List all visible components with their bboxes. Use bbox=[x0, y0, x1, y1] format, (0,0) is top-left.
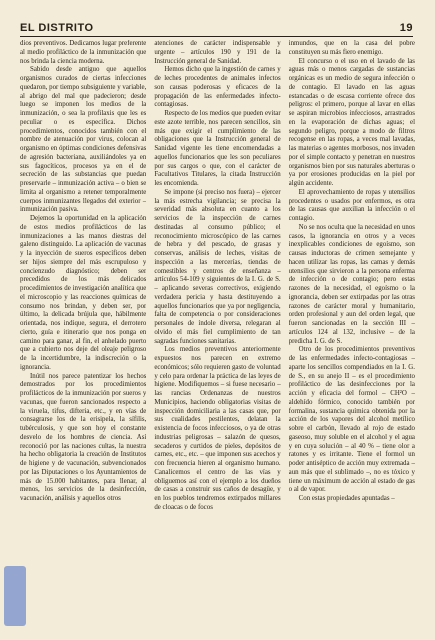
paragraph: inmundos, que en la casa del pobre constituyen su más fiero enemigo. bbox=[288, 40, 415, 56]
paragraph: Con estas propiedades apuntadas – bbox=[298, 495, 395, 502]
paragraph: Los medios preventivos anteriormente expuestos nos parecen en extremo económicos; sólo requieren gasto de voluntad y celo para ordenar la práctica de las leyes de higiene. Modifiquemos – si fuese necesario – las rancias Ordenanzas de nuestros Municipios, haciendo obligatorias visitas de inspección domiciliaria a las casas que, por sus cualidades pestilentes, delatan la existencia de focos infecciosos, o ya de otras industrias peligrosas – salazón de quesos, secaderos y curtidos de pieles, depósitos de carnes, etc., etc. – que imponen sus acechos y con frecuencia hieren al organismo humano. Canalicemos el centro de las vías y obliguemos así con el ejemplo a los dueños de casas a construir sus caños de desagüe, y en los pueblos tendremos extirpados millares de cloacas o de focos bbox=[154, 346, 281, 511]
journal-title: EL DISTRITO bbox=[20, 22, 94, 34]
running-header bbox=[20, 20, 413, 34]
paragraph: El aprovechamiento de ropas y utensilios procedentes o usados por enfermos, es otra de las causas que auxilian la infección o el contagio. bbox=[288, 188, 415, 222]
paragraph: Inútil nos parece patentizar los hechos demostrados por los procedimientos profilácticos de la inmunización por sueros y vacunas, que fueron sancionados respecto a la viruela, tifus, difteria, etc., y en vías de consagrarse los de la erisipela, la sífilis, tubérculosis, y que son hoy el constante desvelo de los hombres de ciencia. Así reconoció por las naciones cultas, la nuestra ha hecho obligatoria la creación de Institutos de higiene y de vacunación, subvencionados por las Diputaciones o los Ayuntamientos de más de 15.000 habitantes, para llenar, al menos, los servicios de la desinfección, vacunación, análisis y aquellos otros bbox=[20, 372, 147, 502]
paragraph: Hemos dicho que la ingestión de carnes y de leches procedentes de animales infectos son causas poderosas y eficaces de la propagación de las enfermedades infecto-contagiosas. bbox=[154, 66, 281, 109]
paragraph: atenciones de carácter indispensable y urgente – artículos 190 y 191 de la Instrucción general de Sanidad. bbox=[154, 40, 281, 65]
paragraph: Otro de los procedimientos preventivos de las enfermedades infecto-contagiosas – aparte los sencillos compendiados en la I. G. de S., en su anejo II – es el procedimiento profiláctico de las desinfecciones por la acción y eficacia del formol – CH²O – aldehído fórmico, conocido también por formalina, sustancia química obtenida por la acción de los vapores del alcohol metílico sobre el carbón, llevado al rojo de estado gaseoso, muy soluble en el alcohol y el agua y en cuya solución – al 40 % – tiene olor a ratones y es irritante. Tiene el formol un poder antiséptico de acción muy extremada – aun más que el sublimado –, no es tóxico y tiene un máximum de acción al estado de gas o al de vapor. bbox=[288, 346, 415, 494]
paragraph: Sabido desde antiguo que aquellos organismos curados de ciertas infecciones quedaron, por tiempo subsiguiente y variable, al abrigo del mal que padecieron; desde luego se imponen los medios de la inmunización, o sea la profilaxis que les es peculiar o es específica. Dichos procedimientos, conocidos también con el nombre de atenuación por virus, colocan al organismo en óptimas condiciones defensivas de agresión bacteriana, auxiliándoles ya en sus fagocíticos, procesos ya en el de secreción de las substancias que puedan preservarle – inmunización activa – o bien se limita al organismo a retener temporalmente cuerpos inmunizantes llegados del exterior – inmunización pasiva. bbox=[20, 66, 147, 214]
paragraph: dios preventivos. Dedicamos lugar preferente al medio profiláctico de la inmunización que nos brinda la ciencia moderna. bbox=[20, 40, 147, 65]
text-columns bbox=[20, 40, 415, 634]
paragraph: Respecto de los medios que pueden evitar este azote terrible, nos parecen sencillos, sin más que exigir el cumplimiento de las obligaciones que la Instrucción general de Sanidad vigente les tiene encomendadas a aquellos funcionarios que les son peculiares por sus cargos o que, con el carácter de Facultativos Titulares, la citada Instrucción les encomienda. bbox=[154, 110, 281, 187]
paragraph: No se nos oculta que la necesidad en unos casos, la ignorancia en otros y a veces inexplicables condiciones de egoísmo, son causas inductoras de crimen semejante y hacen utilizar las ropas, las camas y demás utensilios que sirvieron a la persona enferma de infección o de contagio; pero estas razones de la necesidad, el egoísmo o la ignorancia, deben ser extirpadas por las otras razones de carácter moral y humanitario, orden profesional y aun del orden legal, que fueron sancionadas en la sección III – artículos 124 al 132, inclusive – de la predicha I. G. de S. bbox=[288, 223, 415, 345]
library-stamp bbox=[4, 566, 26, 626]
column-1 bbox=[20, 40, 146, 634]
column-2 bbox=[154, 40, 280, 634]
paragraph: Dejemos la oportunidad en la aplicación de estos medios profilácticos de las inmunizaciones a las manos diestras del galeno distinguido. La aplicación de vacunas y la inyección de sueros específicos deben ser hijos siempre del más escrupuloso y concienzudo diagnóstico; deben ser precedidos de los más delicados procedimientos de investigación analítica que el microscopio y las reacciones químicas de consumo nos brindan, y deben ser, por último, la delicada brújula que, hábilmente orientada, nos indique, segura, el derrotero cierto, guía e itinerario que nos ponga en camino para ganar, al fin, el anhelado puerto que a cubierto nos deje del oleaje peligroso de la incertidumbre, la indiscreción o la ignorancia. bbox=[20, 215, 147, 371]
paragraph: El concurso o el uso en el lavado de las aguas más o menos cargadas de sustancias orgánicas es un medio de segura infección o de contagio. El lavado en las aguas estancadas o de escasa corriente ofrece dos peligros: el primero, porque al lavar en ellas se aspiran microbios infecciosos, arrastrados en la evaporación de dichas aguas; el segundo peligro, porque a modo de filtros recogense en las ropas, a veces mal lavadas, las materias o agentes morbosos, nos invaden por el simple contacto y penetran en nuestros organismos bien por sus naturales aberturas o ya por erosiones producidas en la piel por algún accidente. bbox=[288, 57, 415, 187]
paragraph: Se impone (si preciso nos fuera) – ejercer la más estrecha vigilancia; se precisa la severidad más absoluta en cuanto a los servicios de la inspección de carnes destinadas al consumo público; el reconocimiento microscópico de las carnes de hebra y del pescado, de grasas y conservas, análisis de leches, visitas de inspección a las mercerías, tiendas de comestibles y centros de enseñanza – artículos 54-109 y siguientes de la I. G. de S. – aplicando severas correctivos, exigiendo verdadera pericia y hasta destituyendo a aquellos funcionarios que ya por negligencia, falta de competencia o por consideraciones personales de índole diversa, relegaran al olvido el más fiel cumplimiento de tan sagradas funciones sanitarias. bbox=[154, 188, 281, 345]
column-3 bbox=[289, 40, 415, 634]
page-number: 19 bbox=[399, 22, 413, 34]
header-rule bbox=[20, 36, 413, 37]
